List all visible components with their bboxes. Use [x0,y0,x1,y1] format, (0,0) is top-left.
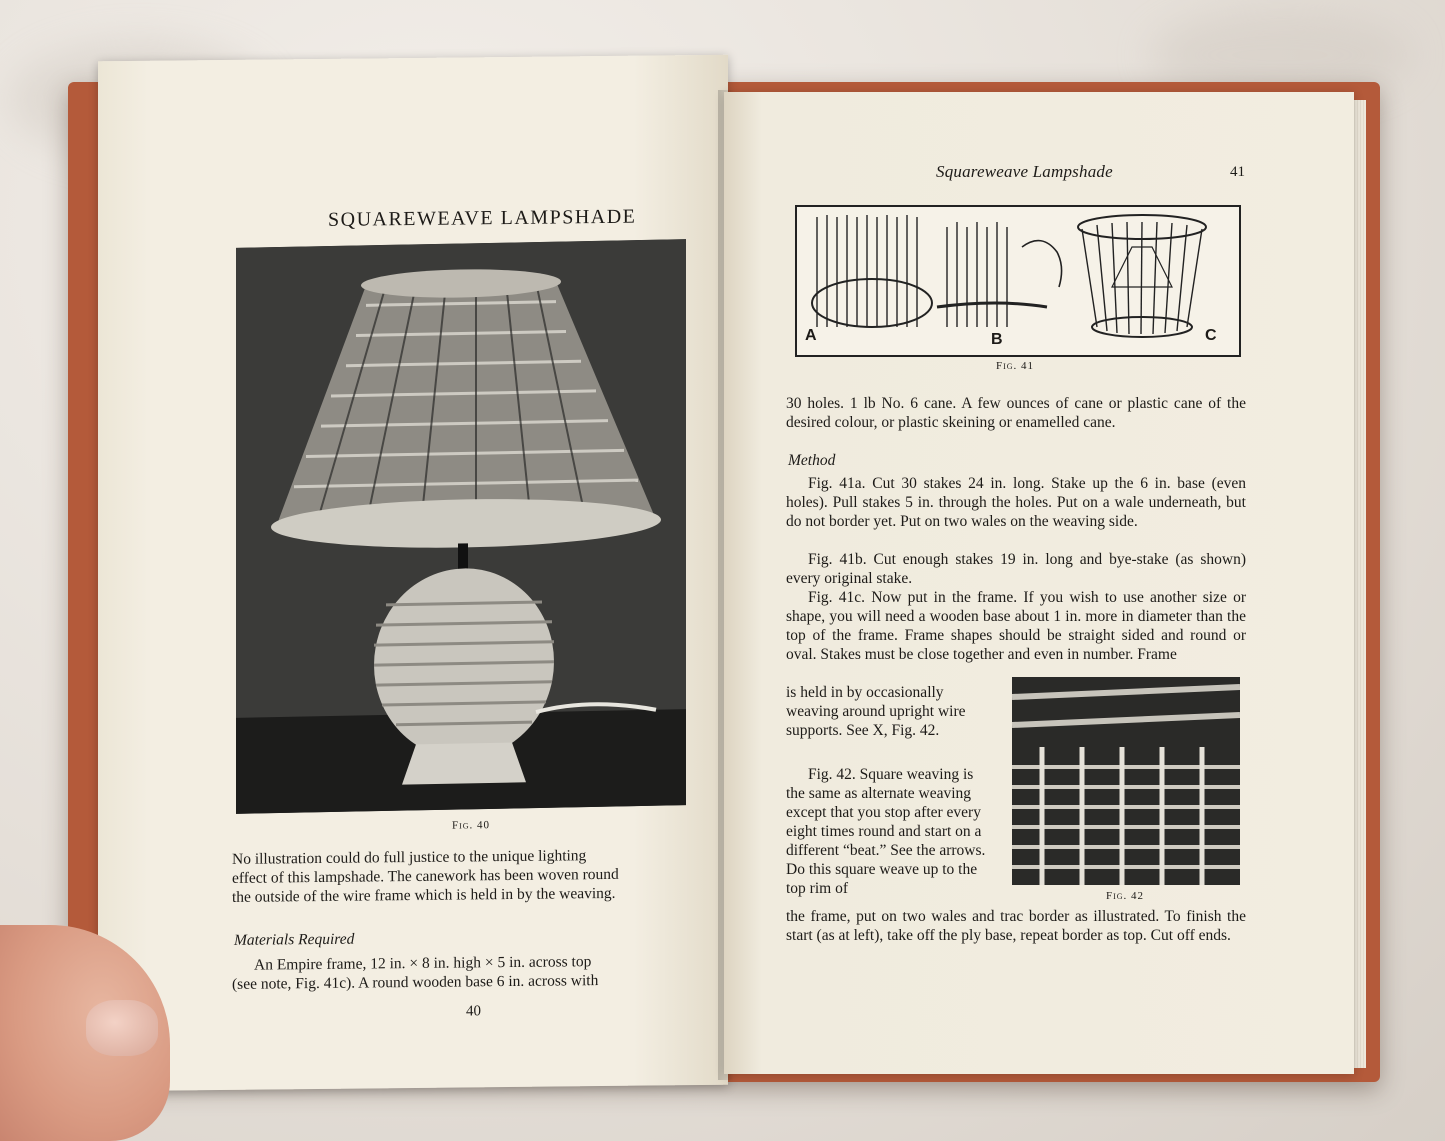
page-edges [1352,100,1366,1068]
page-number-left: 40 [466,1003,481,1020]
thumbnail [86,1000,158,1056]
left-page [98,55,728,1092]
page-number-right: 41 [1230,164,1245,180]
materials-heading: Materials Required [234,930,355,949]
fig42-weave-photo [1012,677,1240,885]
fig40-lamp-photo [236,239,686,814]
materials-line: An Empire frame, 12 in. × 8 in. high × 5 in. across top [254,953,592,974]
method-paragraph-42 [786,765,990,898]
intro-line: No illustration could do full justice to the unique lighting [232,847,587,868]
materials-cont-text: 30 holes. 1 lb No. 6 cane. A few ounces of cane or plastic cane of the desired colour, or plastic skeining or enamelled cane. [786,395,1246,431]
fig40-caption: Fig. 40 [452,819,491,832]
method-42-text: Fig. 42. Square weaving is the same as alternate weaving except that you stop after every eight times round and start on a different “beat.” See the arrows. Do this square weave up to the top rim of [786,766,986,897]
materials-line: (see note, Fig. 41c). A round wooden base 6 in. across with [232,972,599,993]
materials-continued [786,394,1246,432]
stake-diagram [797,207,1239,355]
fig41-label-a: A [805,327,817,344]
method-paragraph-41c-narrow [786,683,990,740]
method-heading: Method [788,452,836,469]
intro-line: the outside of the wire frame which is held in by the weaving. [232,884,616,906]
lamp-illustration [236,239,686,814]
intro-line: effect of this lampshade. The canework has been woven round [232,865,619,887]
weave-illustration [1012,677,1240,885]
method-41b-text: Fig. 41b. Cut enough stakes 19 in. long and bye-stake (as shown) every original stake. [786,551,1246,587]
method-paragraph-41c [786,588,1246,664]
fig42-caption: Fig. 42 [1106,890,1145,902]
fig41-label-b: B [991,331,1003,348]
fig41-diagram [795,205,1241,357]
method-42-full-text: the frame, put on two wales and trac border as illustrated. To finish the start (as at left), take off the ply base, repeat border as top. Cut off ends. [786,908,1246,944]
right-page [724,92,1354,1074]
fig41-label-c: C [1205,327,1217,344]
method-41a-text: Fig. 41a. Cut 30 stakes 24 in. long. Stake up the 6 in. base (even holes). Pull stakes 5 in. through the holes. Put on a wale underneath, but do not border yet. Put on two wales on the weaving side. [786,475,1246,530]
method-paragraph-41b [786,550,1246,588]
method-paragraph-41a [786,474,1246,531]
page-title: SQUAREWEAVE LAMPSHADE [328,205,637,231]
method-41c-text: Fig. 41c. Now put in the frame. If you wish to use another size or shape, you will need a wooden base about 1 in. more in diameter than the top of the frame. Frame shapes should be straight sided and round or oval. Stakes must be close together and even in number. Frame [786,589,1246,663]
method-paragraph-42-continued [786,907,1246,945]
intro-paragraph [232,845,698,907]
running-title: Squareweave Lampshade [936,162,1113,181]
materials-paragraph [232,951,698,994]
method-41c-narrow-text: is held in by occasionally weaving around upright wire supports. See X, Fig. 42. [786,684,966,739]
fig41-caption: Fig. 41 [996,360,1035,372]
